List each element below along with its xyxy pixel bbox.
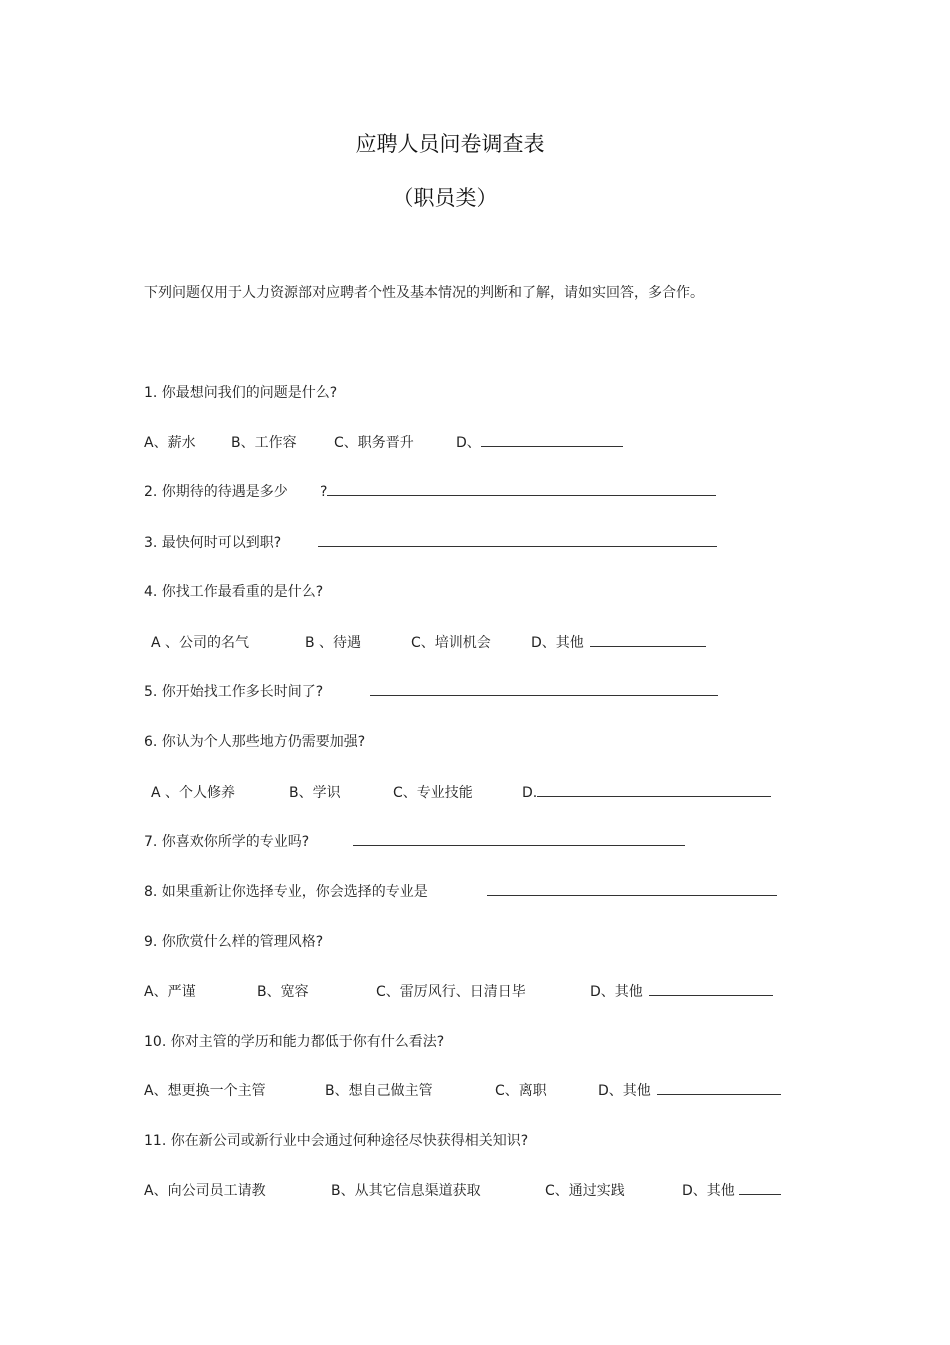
q7-answer[interactable] [353, 832, 685, 852]
q9-option-d-label: D、其他 [590, 984, 643, 1000]
q2-answer[interactable] [320, 482, 716, 502]
page-subtitle: （职员类） [392, 186, 498, 210]
q11-option-c[interactable]: C、通过实践 [545, 1183, 625, 1199]
q11-option-a[interactable]: A、向公司员工请教 [144, 1183, 266, 1199]
q11-option-d-label: D、其他 [682, 1183, 735, 1199]
q1-option-c[interactable]: C、职务晋升 [334, 435, 414, 451]
q4-option-a[interactable]: A 、公司的名气 [151, 635, 250, 651]
q2-answer-blank[interactable] [327, 482, 716, 496]
q8-answer-blank[interactable] [487, 882, 777, 896]
q6-answer-blank[interactable] [537, 783, 771, 797]
q6-option-d[interactable] [522, 783, 771, 803]
q1-option-a[interactable]: A、薪水 [144, 435, 196, 451]
question-5: 5. 你开始找工作多长时间了? [144, 684, 324, 700]
q1-option-b[interactable]: B、工作容 [231, 435, 297, 451]
question-6: 6. 你认为个人那些地方仍需要加强? [144, 734, 366, 750]
question-11: 11. 你在新公司或新行业中会通过何种途径尽快获得相关知识? [144, 1133, 529, 1149]
page-title: 应聘人员问卷调查表 [355, 132, 545, 156]
q1-answer-blank[interactable] [481, 433, 623, 447]
question-4: 4. 你找工作最看重的是什么? [144, 584, 324, 600]
q4-option-d[interactable] [531, 633, 706, 653]
q9-option-c[interactable]: C、雷厉风行、日清日毕 [376, 984, 526, 1000]
q6-option-b[interactable]: B、学识 [289, 785, 341, 801]
q1-option-d[interactable] [456, 433, 623, 453]
q5-answer-blank[interactable] [370, 682, 718, 696]
q10-option-d-label: D、其他 [598, 1083, 651, 1099]
q11-answer-blank[interactable] [739, 1181, 781, 1195]
q6-option-c[interactable]: C、专业技能 [393, 785, 473, 801]
q10-option-d[interactable] [598, 1081, 781, 1101]
question-3: 3. 最快何时可以到职? [144, 535, 282, 551]
question-2: 2. 你期待的待遇是多少 [144, 484, 288, 500]
question-1: 1. 你最想问我们的问题是什么? [144, 385, 338, 401]
q6-option-d-label: D. [522, 785, 538, 801]
q10-option-a[interactable]: A、想更换一个主管 [144, 1083, 266, 1099]
q1-option-d-label: D、 [456, 435, 481, 451]
q9-option-b[interactable]: B、宽容 [257, 984, 309, 1000]
question-10: 10. 你对主管的学历和能力都低于你有什么看法? [144, 1034, 445, 1050]
question-9: 9. 你欣赏什么样的管理风格? [144, 934, 324, 950]
q10-answer-blank[interactable] [657, 1081, 781, 1095]
q11-option-b[interactable]: B、从其它信息渠道获取 [331, 1183, 481, 1199]
q4-answer-blank[interactable] [590, 633, 706, 647]
q7-answer-blank[interactable] [353, 832, 685, 846]
q11-option-d[interactable] [682, 1181, 781, 1201]
question-7: 7. 你喜欢你所学的专业吗? [144, 834, 310, 850]
q4-option-c[interactable]: C、培训机会 [411, 635, 491, 651]
q2-question-mark: ? [320, 484, 328, 500]
q3-answer-blank[interactable] [318, 533, 717, 547]
q9-answer-blank[interactable] [649, 982, 773, 996]
question-8: 8. 如果重新让你选择专业，你会选择的专业是 [144, 884, 428, 900]
intro-text: 下列问题仅用于人力资源部对应聘者个性及基本情况的判断和了解，请如实回答，多合作。 [144, 285, 704, 301]
q6-option-a[interactable]: A 、个人修养 [151, 785, 236, 801]
q9-option-a[interactable]: A、严谨 [144, 984, 196, 1000]
q10-option-b[interactable]: B、想自己做主管 [325, 1083, 433, 1099]
q4-option-d-label: D、其他 [531, 635, 584, 651]
q4-option-b[interactable]: B 、待遇 [305, 635, 362, 651]
q5-answer[interactable] [370, 682, 718, 702]
q3-answer[interactable] [318, 533, 717, 553]
q8-answer[interactable] [487, 882, 777, 902]
q9-option-d[interactable] [590, 982, 773, 1002]
q10-option-c[interactable]: C、离职 [495, 1083, 547, 1099]
